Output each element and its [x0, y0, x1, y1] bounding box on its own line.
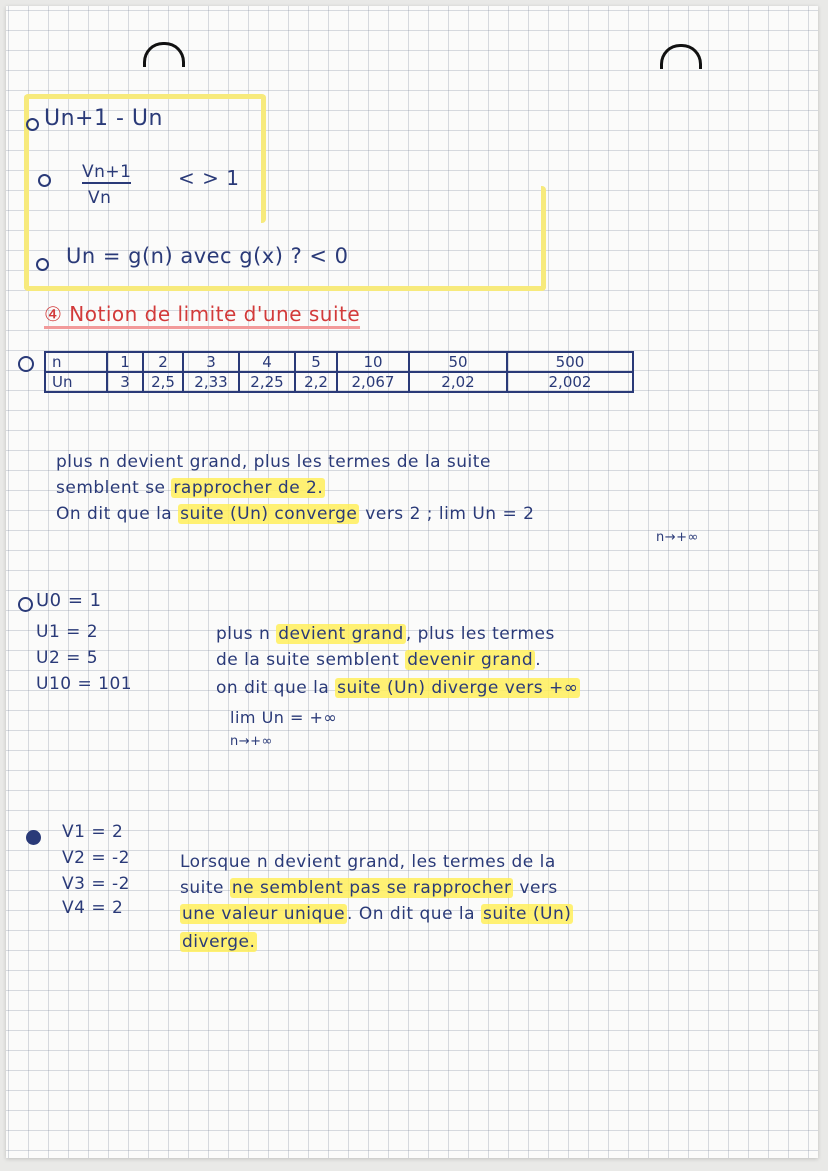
table-cell: 2,33: [183, 372, 239, 392]
para1-line3: On dit que la suite (Un) converge vers 2 ; lim Un = 2: [56, 504, 535, 524]
notebook-page: [6, 6, 818, 1158]
example3-value: V1 = 2: [62, 822, 124, 842]
example3-line1: Lorsque n devient grand, les termes de la: [180, 852, 556, 872]
para1-line1: plus n devient grand, plus les termes de la suite: [56, 452, 491, 472]
table-cell: 3: [183, 352, 239, 372]
highlight: suite (Un): [482, 904, 572, 924]
example2-value: U1 = 2: [36, 622, 99, 642]
highlight: suite (Un) diverge vers +∞: [337, 678, 579, 698]
criterion-ratio-relation: < > 1: [178, 166, 240, 190]
table-cell: 2: [143, 352, 183, 372]
table-cell: 2,02: [409, 372, 507, 392]
highlight: une valeur unique: [182, 904, 346, 924]
table-cell: 50: [409, 352, 507, 372]
table-cell: 2,067: [337, 372, 409, 392]
example2-line2: de la suite semblent devenir grand .: [216, 650, 542, 670]
table-row-n: [45, 352, 633, 372]
example2-value: U10 = 101: [36, 674, 133, 694]
example3-value: V4 = 2: [62, 898, 124, 918]
highlight: ne semblent pas se rapprocher: [231, 878, 512, 898]
criterion-difference: Un+1 - Un: [44, 106, 163, 131]
table-cell: 2,002: [507, 372, 633, 392]
example2-limit: lim Un = +∞: [230, 708, 338, 727]
example3-line4: [180, 932, 257, 952]
bullet-example2: [18, 597, 33, 612]
example2-limit-subscript: n→+∞: [230, 734, 273, 749]
binder-hole-left: [143, 42, 185, 67]
criterion-ratio-numerator: Vn+1: [82, 162, 132, 182]
table-cell: 5: [295, 352, 337, 372]
criterion-function: Un = g(n) avec g(x) ? < 0: [66, 244, 349, 268]
para1-limit-subscript: n→+∞: [656, 530, 699, 545]
example2-line3: on dit que la suite (Un) diverge vers +∞: [216, 678, 579, 698]
bullet-table: [18, 356, 34, 372]
example2-value: U2 = 5: [36, 648, 99, 668]
table-cell: 2,25: [239, 372, 295, 392]
example2-line1: plus n devient grand , plus les termes: [216, 624, 555, 644]
section-heading: ④ Notion de limite d'une suite: [44, 302, 360, 329]
highlight: diverge.: [182, 932, 256, 952]
example3-line3: une valeur unique . On dit que la suite (Un): [182, 904, 572, 924]
table-cell: 2,5: [143, 372, 183, 392]
table-header-u: Un: [45, 372, 107, 392]
criterion-ratio-denominator: Vn: [88, 188, 112, 208]
example3-line2: suite ne semblent pas se rapprocher vers: [180, 878, 558, 898]
bullet-example3: [26, 830, 41, 845]
example2-value: U0 = 1: [36, 590, 102, 611]
highlight: devient grand: [278, 624, 404, 644]
sequence-table: [44, 351, 634, 393]
highlight: suite (Un) converge: [180, 504, 358, 524]
table-row-u: [45, 372, 633, 392]
bullet-3: [36, 258, 49, 271]
bullet-2: [38, 174, 51, 187]
binder-hole-right: [660, 44, 702, 69]
example3-value: V2 = -2: [62, 848, 130, 868]
table-cell: 1: [107, 352, 143, 372]
table-cell: 500: [507, 352, 633, 372]
highlight: rapprocher de 2.: [173, 478, 324, 498]
table-cell: 4: [239, 352, 295, 372]
highlight: devenir grand: [407, 650, 534, 670]
para1-line2: semblent se rapprocher de 2.: [56, 478, 324, 498]
bullet-1: [26, 118, 39, 131]
table-cell: 10: [337, 352, 409, 372]
table-cell: 3: [107, 372, 143, 392]
table-cell: 2,2: [295, 372, 337, 392]
table-header-n: n: [45, 352, 107, 372]
example3-value: V3 = -2: [62, 874, 130, 894]
